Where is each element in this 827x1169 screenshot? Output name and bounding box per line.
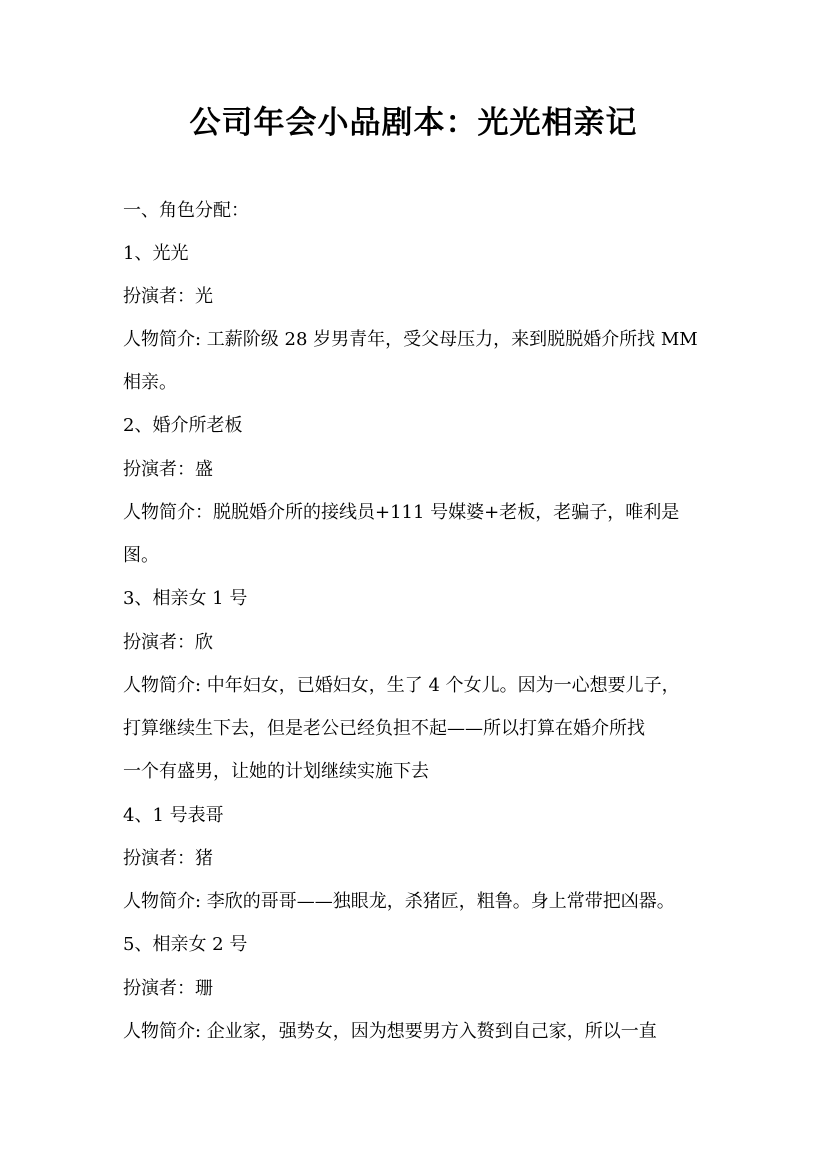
role-actor: 扮演者：珊 — [123, 978, 213, 999]
role-intro-line: 人物简介: 工薪阶级 28 岁男青年，受父母压力，来到脱脱婚介所找 MM — [123, 329, 698, 350]
role-actor: 扮演者：盛 — [123, 459, 213, 480]
role-intro-line: 图。 — [123, 545, 159, 566]
role-heading: 4、1 号表哥 — [123, 805, 224, 826]
role-heading: 2、婚介所老板 — [123, 415, 243, 436]
role-intro-line: 人物简介: 李欣的哥哥——独眼龙，杀猪匠，粗鲁。身上常带把凶器。 — [123, 891, 675, 912]
role-heading: 5、相亲女 2 号 — [123, 934, 248, 955]
role-intro-line: 人物简介：脱脱婚介所的接线员+111 号媒婆+老板，老骗子，唯利是 — [123, 502, 680, 523]
role-heading: 1、光光 — [123, 243, 189, 264]
role-heading: 3、相亲女 1 号 — [123, 588, 248, 609]
section-heading: 一、角色分配： — [123, 200, 249, 221]
role-actor: 扮演者：光 — [123, 286, 213, 307]
role-intro-line: 打算继续生下去，但是老公已经负担不起——所以打算在婚介所找 — [123, 718, 645, 739]
role-intro-line: 相亲。 — [123, 372, 177, 393]
role-intro-line: 人物简介: 中年妇女，已婚妇女，生了 4 个女儿。因为一心想要儿子， — [123, 675, 680, 696]
document-title: 公司年会小品剧本：光光相亲记 — [189, 105, 638, 141]
role-intro-line: 人物简介: 企业家，强势女，因为想要男方入赘到自己家，所以一直 — [123, 1021, 657, 1042]
role-intro-line: 一个有盛男，让她的计划继续实施下去 — [123, 761, 429, 782]
role-actor: 扮演者：猪 — [123, 848, 213, 869]
role-actor: 扮演者：欣 — [123, 632, 213, 653]
